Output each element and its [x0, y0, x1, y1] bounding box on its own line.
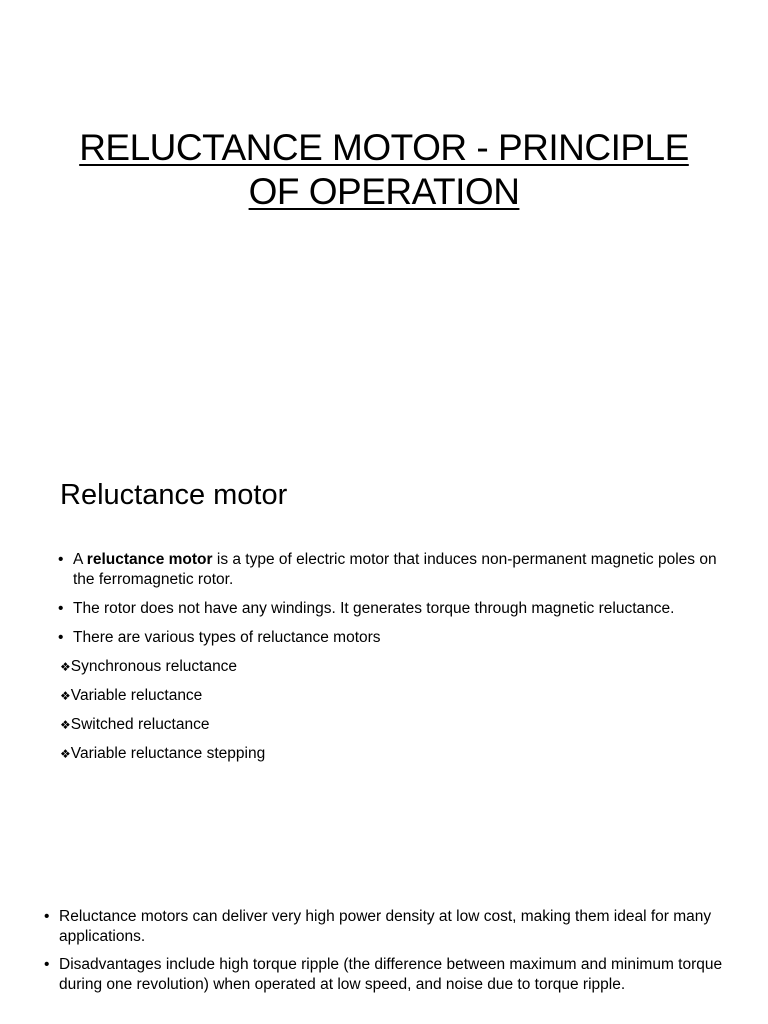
- list-item: [58, 599, 718, 619]
- bullet-text: The rotor does not have any windings. It generates torque through magnetic reluctance.: [73, 600, 675, 617]
- slide-title-line-1: RELUCTANCE MOTOR - PRINCIPLE: [79, 127, 689, 168]
- bullet-text: Disadvantages include high torque ripple (the difference between maximum and minimum torque during one revolution) when operated at low speed, and noise due to torque ripple.: [59, 956, 723, 993]
- diamond-bullet-icon: ❖: [60, 747, 71, 761]
- diamond-bullet-icon: ❖: [60, 718, 71, 732]
- sub-bullet-text: Switched reluctance: [70, 716, 210, 733]
- list-item: [58, 550, 718, 590]
- title-slide: [0, 0, 768, 432]
- slide-title-line-2: OF OPERATION: [248, 171, 520, 212]
- bullet-dot: •: [44, 908, 50, 925]
- bullet-prefix: A: [73, 551, 87, 568]
- sub-list-item: [60, 686, 718, 706]
- bullet-dot: •: [58, 629, 64, 646]
- sub-bullet-text: Variable reluctance: [70, 687, 203, 704]
- diamond-bullet-icon: ❖: [60, 689, 71, 703]
- bullet-bold-term: reluctance motor: [86, 551, 213, 568]
- section-heading: Reluctance motor: [60, 479, 288, 511]
- sub-list-item: [60, 657, 718, 677]
- bullet-text: Reluctance motors can deliver very high power density at low cost, making them ideal for many applications.: [59, 908, 712, 945]
- diamond-bullet-icon: ❖: [60, 660, 71, 674]
- bullet-dot: •: [58, 600, 64, 617]
- bullet-list: [58, 550, 718, 773]
- sub-list-item: [60, 744, 718, 764]
- sub-bullet-text: Synchronous reluctance: [70, 658, 238, 675]
- bullet-list: [44, 907, 734, 1003]
- bullet-text: There are various types of reluctance motors: [73, 629, 381, 646]
- bullet-dot: •: [44, 956, 50, 973]
- sub-bullet-text: Variable reluctance stepping: [70, 745, 266, 762]
- list-item: [44, 955, 734, 995]
- bullet-dot: •: [58, 551, 64, 568]
- list-item: [44, 907, 734, 947]
- bullet-text: is a type of electric motor that induces non-permanent magnetic poles on the ferromagnetic rotor.: [73, 551, 717, 588]
- list-item: [58, 628, 718, 648]
- content-slide-reluctance-motor: [0, 432, 768, 864]
- content-slide-advantages: [0, 864, 768, 1024]
- slide-title: [0, 126, 768, 214]
- sub-list-item: [60, 715, 718, 735]
